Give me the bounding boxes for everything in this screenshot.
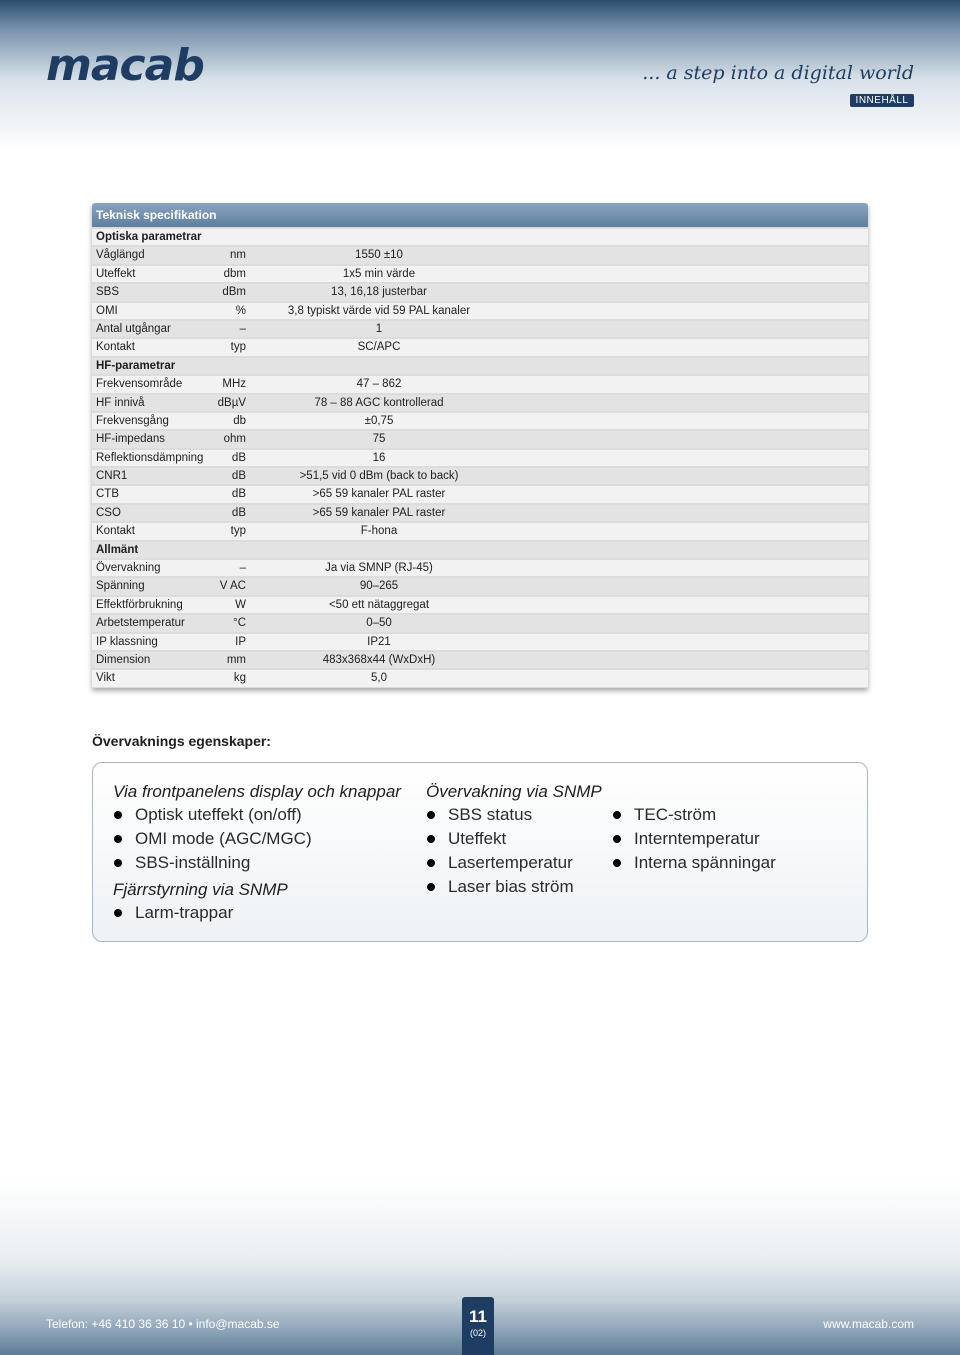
feature-item: SBS status (426, 803, 602, 827)
spec-row (92, 670, 868, 686)
spec-param: SBS (96, 286, 120, 299)
spec-unit: – (239, 322, 246, 335)
spec-unit: dB (231, 488, 246, 501)
spec-unit: ohm (223, 433, 246, 446)
spec-param: HF-impedans (96, 433, 166, 446)
feature-item: Interntemperatur (612, 827, 776, 851)
monitoring-col-frontpanel (113, 781, 401, 925)
spec-row (92, 468, 868, 484)
spec-param: Kontakt (96, 525, 135, 538)
spec-row (92, 247, 868, 263)
spec-row (92, 266, 868, 282)
spec-row (92, 303, 868, 319)
monitoring-col-snmp-cont (612, 803, 776, 875)
macab-logo: macab (46, 40, 204, 91)
spec-value: SC/APC (357, 341, 401, 354)
monitoring-box (92, 762, 868, 942)
spec-unit: dB (231, 470, 246, 483)
spec-unit: typ (230, 525, 246, 538)
spec-param: Våglängd (96, 249, 145, 262)
spec-unit: dB (231, 451, 246, 464)
spec-param: Optiska parametrar (96, 231, 202, 243)
spec-value: 1 (375, 322, 383, 335)
spec-param: Reflektionsdämpning (96, 451, 204, 464)
spec-row (92, 321, 868, 337)
spec-unit: kg (233, 672, 246, 685)
spec-param: HF innivå (96, 396, 145, 409)
spec-row (92, 523, 868, 539)
spec-param: Spänning (96, 580, 145, 593)
spec-param: Kontakt (96, 341, 135, 354)
spec-unit: °C (233, 617, 246, 630)
spec-value: 1550 ±10 (355, 249, 403, 262)
spec-unit: dbm (223, 267, 246, 280)
spec-unit: MHz (222, 378, 246, 391)
spec-row (92, 431, 868, 447)
spec-table-title: Teknisk specifikation (92, 203, 868, 227)
spec-value: 13, 16,18 justerbar (331, 286, 427, 299)
spec-unit: nm (230, 249, 246, 262)
spec-row (92, 413, 868, 429)
spec-value: 483x368x44 (WxDxH) (322, 653, 436, 666)
col-heading: Fjärrstyrning via SNMP (113, 880, 288, 899)
spec-value: ±0,75 (364, 414, 394, 427)
spec-row (92, 376, 868, 392)
spec-row (92, 284, 868, 300)
feature-item: OMI mode (AGC/MGC) (113, 827, 401, 851)
feature-item: Optisk uteffekt (on/off) (113, 803, 401, 827)
feature-list (426, 803, 602, 899)
feature-list (113, 901, 401, 925)
feature-item: TEC-ström (612, 803, 776, 827)
spec-param: HF-parametrar (96, 359, 176, 372)
feature-item: SBS-inställning (113, 851, 401, 875)
spec-section-row (92, 542, 868, 558)
spec-param: Övervakning (96, 562, 161, 575)
spec-param: Arbetstemperatur (96, 617, 185, 630)
spec-param: Vikt (96, 672, 115, 685)
spec-table-rows (92, 229, 868, 687)
footer-contact: Telefon: +46 410 36 36 10 • info@macab.se (46, 1317, 280, 1331)
spec-value: >51,5 vid 0 dBm (back to back) (299, 470, 459, 483)
spec-row (92, 395, 868, 411)
spec-unit: IP (235, 635, 246, 648)
spec-param: Allmänt (96, 543, 139, 556)
spec-row (92, 597, 868, 613)
spec-unit: mm (226, 653, 246, 666)
spec-row (92, 615, 868, 631)
spec-unit: db (233, 414, 246, 427)
spec-value: Ja via SMNP (RJ-45) (325, 562, 433, 575)
spec-value: >65 59 kanaler PAL raster (312, 506, 446, 519)
spec-unit: – (239, 562, 246, 575)
spec-unit: V AC (219, 580, 246, 593)
feature-item: Larm-trappar (113, 901, 401, 925)
spec-param: Uteffekt (96, 267, 136, 280)
innehall-nav-button[interactable]: INNEHÅLL (850, 94, 914, 107)
spec-row (92, 578, 868, 594)
spec-row (92, 652, 868, 668)
feature-list (113, 803, 401, 875)
spec-section-row (92, 229, 868, 245)
spec-section-row (92, 358, 868, 374)
spec-row (92, 505, 868, 521)
spec-param: OMI (96, 304, 118, 317)
spec-param: CNR1 (96, 470, 128, 483)
spec-param: Effektförbrukning (96, 598, 183, 611)
spec-param: Dimension (96, 653, 151, 666)
spec-row (92, 339, 868, 355)
spec-param: CTB (96, 488, 119, 501)
spec-value: 5,0 (371, 672, 387, 685)
spec-unit: dBµV (217, 396, 246, 409)
tagline: ... a step into a digital world (642, 62, 914, 84)
feature-item: Lasertemperatur (426, 851, 602, 875)
spec-value: 16 (372, 451, 386, 464)
spec-value: 75 (372, 433, 386, 446)
feature-item: Uteffekt (426, 827, 602, 851)
monitoring-title: Övervaknings egenskaper: (92, 733, 271, 749)
spec-value: 78 – 88 AGC kontrollerad (314, 396, 444, 409)
spec-row (92, 634, 868, 650)
feature-list (612, 803, 776, 875)
spec-value: 1x5 min värde (342, 267, 416, 280)
feature-item: Interna spänningar (612, 851, 776, 875)
spec-unit: dBm (222, 286, 246, 299)
monitoring-col-snmp (426, 781, 602, 899)
col-heading: Övervakning via SNMP (426, 782, 602, 801)
spec-row (92, 450, 868, 466)
spec-value: 90–265 (359, 580, 399, 593)
spec-param: IP klassning (96, 635, 158, 648)
spec-value: IP21 (367, 635, 391, 648)
spec-unit: W (235, 598, 246, 611)
spec-row (92, 486, 868, 502)
spec-value: <50 ett nätaggregat (328, 598, 430, 611)
col-heading: Via frontpanelens display och knappar (113, 782, 401, 801)
spec-value: 0–50 (366, 617, 392, 630)
spec-param: Frekvensgång (96, 414, 169, 427)
spec-value: 47 – 862 (356, 378, 402, 391)
spec-param: CSO (96, 506, 121, 519)
page-number: 11 (469, 1307, 487, 1326)
spec-param: Frekvensområde (96, 378, 183, 391)
spec-param: Antal utgångar (96, 322, 171, 335)
spec-unit: typ (230, 341, 246, 354)
spec-row (92, 560, 868, 576)
spec-value: F-hona (360, 525, 398, 538)
feature-item: Laser bias ström (426, 875, 602, 899)
spec-unit: % (235, 304, 246, 317)
spec-table (92, 203, 868, 688)
page-number-box (462, 1297, 494, 1355)
footer-website-link[interactable]: www.macab.com (823, 1317, 914, 1331)
spec-value: 3,8 typiskt värde vid 59 PAL kanaler (287, 304, 471, 317)
spec-value: >65 59 kanaler PAL raster (312, 488, 446, 501)
spec-unit: dB (231, 506, 246, 519)
page-subnumber: (02) (469, 1328, 486, 1338)
